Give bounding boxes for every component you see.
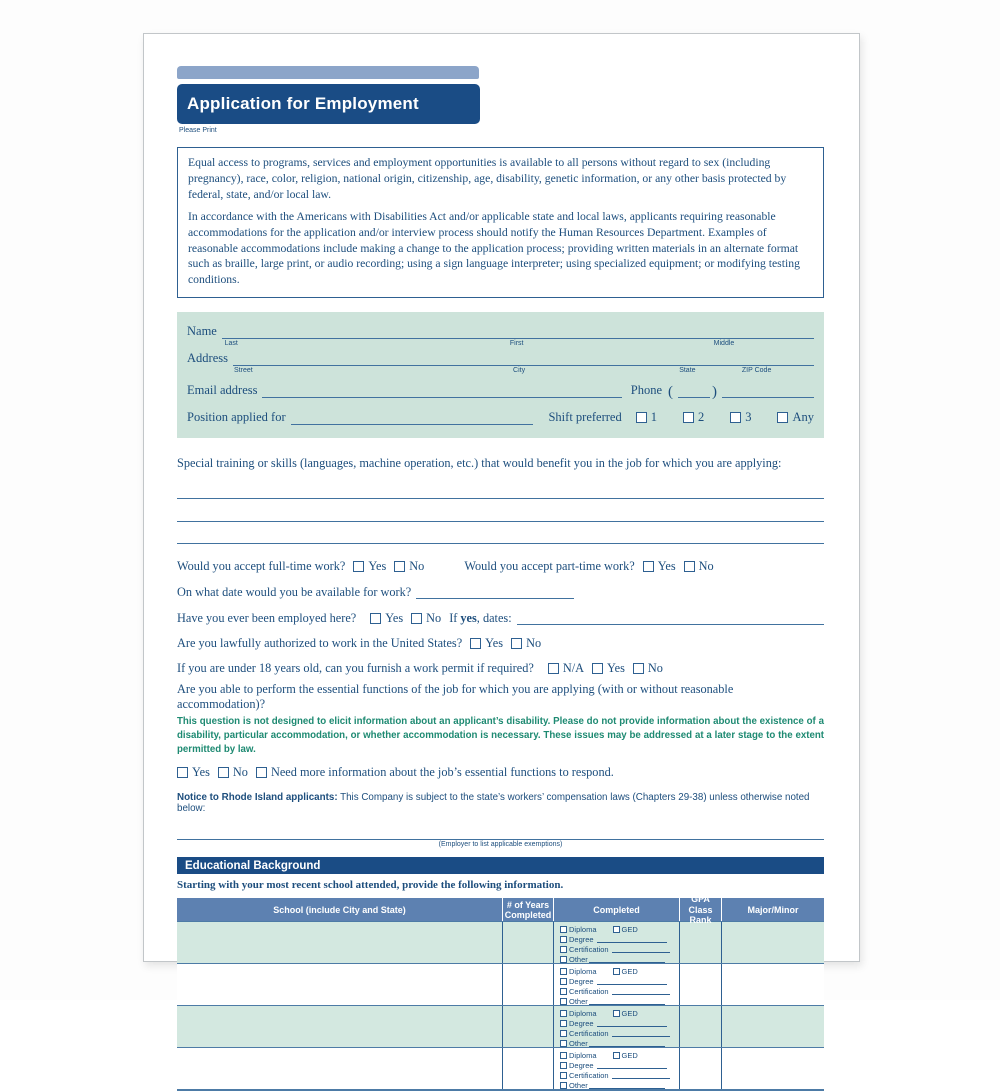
years-completed-column-header: # of Years Completed xyxy=(503,898,554,921)
years-completed-cell xyxy=(503,964,554,1005)
shift-3-checkbox xyxy=(730,412,741,423)
shift-3-option xyxy=(730,410,751,425)
shift-1-label: 1 xyxy=(650,410,657,425)
other-line xyxy=(560,997,675,1006)
years-completed-cell xyxy=(503,1048,554,1089)
equal-access-notice-box xyxy=(177,147,824,298)
school-cell xyxy=(177,1048,503,1089)
available-date-row xyxy=(177,585,824,600)
degree-write-in-line xyxy=(597,978,667,985)
certification-label: Certification xyxy=(569,1029,609,1039)
parttime-question: Would you accept part-time work? xyxy=(464,559,635,574)
shift-any-checkbox xyxy=(777,412,788,423)
degree-write-in-line xyxy=(597,1062,667,1069)
certification-checkbox xyxy=(560,1072,567,1079)
education-table xyxy=(177,894,824,1091)
diploma-label: Diploma xyxy=(569,925,597,935)
position-label: Position applied for xyxy=(187,410,286,425)
essential-functions-answer-row xyxy=(177,765,824,780)
other-line xyxy=(560,955,675,964)
shift-any-label: Any xyxy=(792,410,814,425)
essential-moreinfo-checkbox xyxy=(256,767,267,778)
authorized-row xyxy=(177,636,824,651)
school-cell xyxy=(177,922,503,963)
degree-checkbox xyxy=(560,978,567,985)
address-label: Address xyxy=(187,351,228,366)
other-write-in-line xyxy=(589,1082,665,1089)
completed-cell xyxy=(554,964,680,1005)
permit-yes-checkbox xyxy=(592,663,603,674)
name-sublabels xyxy=(187,339,814,349)
degree-line xyxy=(560,1019,675,1028)
shift-3-label: 3 xyxy=(745,410,752,425)
essential-no-label: No xyxy=(232,765,248,780)
state-sublabel: State xyxy=(679,367,696,375)
name-row xyxy=(187,324,814,339)
major-minor-cell xyxy=(722,1048,824,1089)
diploma-checkbox xyxy=(560,1010,567,1017)
parttime-yes-checkbox xyxy=(643,561,654,572)
gpa-class-rank-column-header: GPA Class Rank xyxy=(680,898,722,921)
phone-close-paren: ) xyxy=(712,384,717,401)
degree-checkbox xyxy=(560,936,567,943)
diploma-ged-line xyxy=(560,967,675,976)
completed-cell xyxy=(554,922,680,963)
street-sublabel: Street xyxy=(234,367,253,375)
diploma-checkbox xyxy=(560,968,567,975)
shift-any-option xyxy=(777,410,814,425)
phone-open-paren: ( xyxy=(668,384,673,401)
certification-checkbox xyxy=(560,946,567,953)
other-write-in-line xyxy=(589,998,665,1005)
other-label: Other xyxy=(569,955,588,965)
email-input-line xyxy=(262,384,621,398)
ada-accommodations-paragraph: In accordance with the Americans with Disabilities Act and/or applicable state and local laws, applicants requiring reasonable accommodations for the application and/or interview process should notify the Human Resources Department. Examples of reasonable accommodations include making a change to the application process; providing written materials in an alternate format such as braille, large print, or audio recording; using a sign language interpreter; using specialized equipment; or modifying testing conditions. xyxy=(188,209,800,287)
certification-label: Certification xyxy=(569,987,609,997)
employed-no-label: No xyxy=(426,611,442,626)
diploma-label: Diploma xyxy=(569,1009,597,1019)
ged-label: GED xyxy=(621,1009,638,1019)
certification-write-in-line xyxy=(612,1030,670,1037)
degree-checkbox xyxy=(560,1020,567,1027)
position-input-line xyxy=(291,411,534,425)
employed-yes-label: Yes xyxy=(385,611,404,626)
name-input-line xyxy=(222,325,814,339)
education-table-row xyxy=(177,1047,824,1089)
ged-label: GED xyxy=(621,925,638,935)
dates-line xyxy=(517,612,824,625)
permit-no-label: No xyxy=(647,661,663,676)
education-intro: Starting with your most recent school attended, provide the following information. xyxy=(177,879,564,892)
fulltime-question: Would you accept full-time work? xyxy=(177,559,346,574)
ged-checkbox xyxy=(613,968,620,975)
education-table-row xyxy=(177,963,824,1005)
page-title: Application for Employment xyxy=(187,94,419,113)
certification-line xyxy=(560,987,675,996)
authorized-no-label: No xyxy=(526,636,542,651)
equal-access-paragraph: Equal access to programs, services and employment opportunities is available to all persons without regard to sex (including pregnancy), race, color, religion, national origin, citizenship, age, disability, genetic information, or any other basis protected by federal, state, and/or local law. xyxy=(188,156,787,201)
first-name-sublabel: First xyxy=(509,340,524,348)
phone-label: Phone xyxy=(630,383,662,398)
educational-background-title: Educational Background xyxy=(185,859,321,872)
special-training-line-3 xyxy=(177,543,824,544)
degree-label: Degree xyxy=(569,1061,594,1071)
if-yes-suffix: , dates: xyxy=(476,611,512,626)
other-line xyxy=(560,1081,675,1090)
middle-name-sublabel: Middle xyxy=(713,340,735,348)
available-date-question: On what date would you be available for work? xyxy=(177,585,412,600)
diploma-label: Diploma xyxy=(569,1051,597,1061)
other-write-in-line xyxy=(589,956,665,963)
certification-write-in-line xyxy=(612,1072,670,1079)
shift-1-checkbox xyxy=(636,412,647,423)
education-table-body xyxy=(177,921,824,1089)
school-column-header: School (include City and State) xyxy=(177,898,503,921)
disability-note: This question is not designed to elicit information about an applicant’s disability. Please do not provide information about the existence of a disability, particular accommodation, or whether accommodation is necessary. These issues may be addressed at a later stage to the extent permitted by law. xyxy=(177,716,824,756)
permit-na-label: N/A xyxy=(562,661,585,676)
years-completed-cell xyxy=(503,1006,554,1047)
shift-2-checkbox xyxy=(683,412,694,423)
shift-2-label: 2 xyxy=(697,410,705,425)
years-completed-cell xyxy=(503,922,554,963)
other-checkbox xyxy=(560,956,567,963)
phone-number-line xyxy=(722,384,814,398)
essential-functions-question: Are you able to perform the essential functions of the job for which you are applying (with or without reasonable accommodation)? xyxy=(177,682,734,712)
major-minor-cell xyxy=(722,964,824,1005)
application-form-page xyxy=(143,33,860,1091)
position-shift-row xyxy=(187,410,814,425)
education-table-row xyxy=(177,921,824,963)
degree-line xyxy=(560,935,675,944)
fulltime-parttime-question-row xyxy=(177,559,824,574)
essential-no-checkbox xyxy=(218,767,229,778)
completed-cell xyxy=(554,1006,680,1047)
special-training-line-1 xyxy=(177,498,824,499)
other-label: Other xyxy=(569,1039,588,1049)
please-print-label: Please Print xyxy=(179,127,217,134)
certification-line xyxy=(560,1029,675,1038)
gpa-class-rank-cell xyxy=(680,964,722,1005)
permit-na-checkbox xyxy=(548,663,559,674)
ged-checkbox xyxy=(613,1052,620,1059)
educational-background-banner xyxy=(177,857,824,874)
personal-info-section xyxy=(177,312,824,438)
completed-column-header: Completed xyxy=(554,898,680,921)
employed-here-question: Have you ever been employed here? xyxy=(177,611,357,626)
last-name-sublabel: Last xyxy=(224,340,238,348)
certification-checkbox xyxy=(560,1030,567,1037)
major-minor-cell xyxy=(722,1006,824,1047)
major-minor-cell xyxy=(722,922,824,963)
degree-line xyxy=(560,1061,675,1070)
gpa-class-rank-cell xyxy=(680,922,722,963)
certification-line xyxy=(560,1071,675,1080)
diploma-checkbox xyxy=(560,926,567,933)
diploma-ged-line xyxy=(560,925,675,934)
diploma-ged-line xyxy=(560,1009,675,1018)
other-checkbox xyxy=(560,1040,567,1047)
degree-write-in-line xyxy=(597,936,667,943)
email-phone-row xyxy=(187,383,814,401)
major-minor-column-header: Major/Minor xyxy=(722,898,824,921)
diploma-label: Diploma xyxy=(569,967,597,977)
fulltime-yes-checkbox xyxy=(353,561,364,572)
certification-label: Certification xyxy=(569,1071,609,1081)
essential-yes-label: Yes xyxy=(192,765,210,780)
work-permit-row xyxy=(177,661,824,676)
degree-checkbox xyxy=(560,1062,567,1069)
special-training-question: Special training or skills (languages, machine operation, etc.) that would benefit you in the job for which you are applying: xyxy=(177,456,782,471)
school-cell xyxy=(177,1006,503,1047)
employed-here-row xyxy=(177,611,824,626)
header-accent-bar xyxy=(177,66,479,79)
ri-notice-lead: Notice to Rhode Island applicants: xyxy=(177,792,338,804)
available-date-line xyxy=(416,586,574,599)
zip-sublabel: ZIP Code xyxy=(741,367,772,375)
shift-2-option xyxy=(683,410,704,425)
name-label: Name xyxy=(187,324,217,339)
gpa-class-rank-cell xyxy=(680,1006,722,1047)
school-cell xyxy=(177,964,503,1005)
education-table-header xyxy=(177,894,824,926)
education-table-row xyxy=(177,1005,824,1047)
essential-moreinfo-label: Need more information about the job’s essential functions to respond. xyxy=(270,765,614,780)
degree-line xyxy=(560,977,675,986)
exemptions-caption: (Employer to list applicable exemptions) xyxy=(438,841,563,849)
certification-write-in-line xyxy=(612,988,670,995)
parttime-yes-label: Yes xyxy=(657,559,676,574)
special-training-line-2 xyxy=(177,521,824,522)
fulltime-yes-label: Yes xyxy=(368,559,387,574)
ged-label: GED xyxy=(621,1051,638,1061)
degree-write-in-line xyxy=(597,1020,667,1027)
certification-write-in-line xyxy=(612,946,670,953)
authorized-yes-checkbox xyxy=(470,638,481,649)
certification-label: Certification xyxy=(569,945,609,955)
shift-preferred-label: Shift preferred xyxy=(548,410,622,425)
other-label: Other xyxy=(569,997,588,1007)
degree-label: Degree xyxy=(569,935,594,945)
address-sublabels xyxy=(187,366,814,376)
employed-yes-checkbox xyxy=(370,613,381,624)
essential-yes-checkbox xyxy=(177,767,188,778)
certification-checkbox xyxy=(560,988,567,995)
certification-line xyxy=(560,945,675,954)
fulltime-no-label: No xyxy=(409,559,425,574)
parttime-no-checkbox xyxy=(684,561,695,572)
fulltime-no-checkbox xyxy=(394,561,405,572)
address-row xyxy=(187,351,814,366)
if-yes-prefix: If xyxy=(449,611,458,626)
city-sublabel: City xyxy=(513,367,526,375)
other-label: Other xyxy=(569,1081,588,1091)
other-checkbox xyxy=(560,1082,567,1089)
other-line xyxy=(560,1039,675,1048)
other-checkbox xyxy=(560,998,567,1005)
other-write-in-line xyxy=(589,1040,665,1047)
permit-yes-label: Yes xyxy=(607,661,625,676)
authorized-question: Are you lawfully authorized to work in the United States? xyxy=(177,636,463,651)
shift-1-option xyxy=(636,410,657,425)
email-label: Email address xyxy=(187,383,258,398)
gpa-class-rank-cell xyxy=(680,1048,722,1089)
exemptions-line xyxy=(177,839,824,840)
work-permit-question: If you are under 18 years old, can you furnish a work permit if required? xyxy=(177,661,534,676)
if-yes-bold: yes xyxy=(460,611,477,626)
form-title-banner xyxy=(177,84,480,124)
ri-notice-body: This Company is subject to the state’s workers’ compensation laws (Chapters 29-38) unless otherwise noted below: xyxy=(177,792,810,815)
permit-no-checkbox xyxy=(633,663,644,674)
parttime-no-label: No xyxy=(698,559,714,574)
ged-checkbox xyxy=(613,1010,620,1017)
ged-label: GED xyxy=(621,967,638,977)
authorized-yes-label: Yes xyxy=(485,636,504,651)
degree-label: Degree xyxy=(569,1019,594,1029)
employed-no-checkbox xyxy=(411,613,422,624)
diploma-checkbox xyxy=(560,1052,567,1059)
address-input-line xyxy=(233,352,814,366)
phone-area-code-line xyxy=(678,384,710,398)
authorized-no-checkbox xyxy=(511,638,522,649)
completed-cell xyxy=(554,1048,680,1089)
ged-checkbox xyxy=(613,926,620,933)
degree-label: Degree xyxy=(569,977,594,987)
diploma-ged-line xyxy=(560,1051,675,1060)
rhode-island-notice xyxy=(177,792,824,814)
